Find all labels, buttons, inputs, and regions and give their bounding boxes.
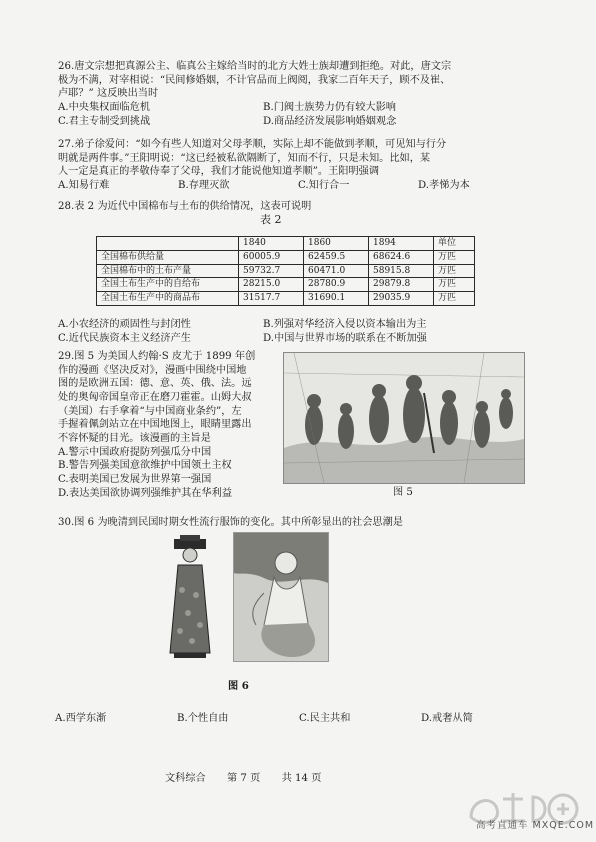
- option-c: C.民主共和: [299, 713, 351, 724]
- option-a: A.警示中国政府提防列强瓜分中国: [58, 446, 212, 458]
- table-cell: 万匹: [434, 278, 475, 292]
- options-row: [58, 179, 558, 193]
- table-cell: 万匹: [434, 264, 475, 278]
- table-cell: 31690.1: [304, 292, 369, 306]
- question-text-line: 极为不满，对宰相说：“民间修婚姻，不计官品而上阀阅，我家二百年天子，顾不及崔、: [58, 74, 451, 86]
- footer-total: 共 14 页: [281, 773, 322, 784]
- table-header-cell: 1860: [304, 237, 369, 251]
- options-row: [58, 115, 558, 129]
- figure-6-qing-dress-image: [160, 535, 220, 660]
- option-a: A.小农经济的顽固性与封闭性: [58, 319, 191, 330]
- question-28-options: [58, 318, 558, 345]
- option-d: D.孝悌为本: [418, 180, 470, 192]
- figure-5-caption: 图 5: [393, 487, 413, 498]
- option-b: B.门阀士族势力仍有较大影响: [263, 102, 396, 114]
- figure-6-caption: 图 6: [228, 680, 249, 692]
- option-a: A.知易行难: [58, 180, 110, 192]
- supply-table: [96, 236, 475, 306]
- question-text-line: 30.图 6 为晚清到民国时期女性流行服饰的变化。其中所彰显出的社会思潮是: [58, 517, 403, 528]
- question-text-line: 处的奥匈帝国皇帝正在磨刀霍霍。山姆大叔: [58, 392, 252, 404]
- question-30: [58, 516, 558, 530]
- table-cell: 29879.8: [369, 278, 434, 292]
- option-c: C.近代民族资本主义经济产生: [58, 332, 191, 344]
- options-row: [58, 318, 558, 332]
- table-header-cell: 1894: [369, 237, 434, 251]
- table-cell: 全国棉布供给量: [97, 250, 239, 264]
- table-cell: 68624.6: [369, 250, 434, 264]
- table-row: [97, 292, 475, 306]
- option-c: C.君主专制受到挑战: [58, 115, 151, 127]
- table-row: [97, 278, 475, 292]
- footer-page: 第 7 页: [227, 773, 261, 784]
- option-a: A.西学东渐: [55, 713, 107, 724]
- table-row: [97, 250, 475, 264]
- republic-dress-illustration: [234, 533, 328, 661]
- question-text-line: 卢耶？” 这反映出当时: [58, 88, 159, 100]
- question-text-line: 27.弟子徐爱问：“如今有些人知道对父母孝顺，实际上却不能做到孝顺，可见知与行分: [58, 139, 447, 150]
- option-a: A.中央集权面临危机: [58, 102, 151, 114]
- option-b: B.存理灭欲: [178, 180, 230, 192]
- figure-5-cartoon: [283, 352, 525, 484]
- table-cell: 万匹: [434, 250, 475, 264]
- cartoon-illustration: [284, 353, 524, 483]
- question-text-line: 人一定是真正的孝敬侍奉了父母，我们才能说他知道孝顺”。王阳明强调: [58, 166, 380, 178]
- table-cell: 全国棉布中的土布产量: [97, 264, 239, 278]
- question-text-line: 不容怀疑的目光。该漫画的主旨是: [58, 433, 211, 445]
- watermark-name: 高考直通车: [476, 820, 529, 831]
- table-row: [97, 264, 475, 278]
- option-b: B.列强对华经济入侵以资本输出为主: [263, 319, 427, 330]
- question-text-line: 明就是两件事。”王阳明说：“这已经被私欲隔断了，知而不行，只是未知。比如，某: [58, 152, 431, 164]
- footer-subject: 文科综合: [165, 773, 206, 784]
- option-c: C.表明美国已发展为世界第一强国: [58, 474, 212, 486]
- qing-dress-illustration: [160, 535, 220, 660]
- table-cell: 62459.5: [304, 250, 369, 264]
- table-cell: 59732.7: [239, 264, 304, 278]
- table-caption: 表 2: [260, 213, 282, 226]
- table-cell: 28780.9: [304, 278, 369, 292]
- question-28: [58, 200, 558, 214]
- table-cell: 60471.0: [304, 264, 369, 278]
- question-text-line: 26.唐文宗想把真源公主、临真公主嫁给当时的北方大姓士族却遭到拒绝。对此，唐文宗: [58, 61, 452, 72]
- options-row: [58, 332, 558, 346]
- table-cell: 31517.7: [239, 292, 304, 306]
- question-text-line: 29.图 5 为美国人约翰·S 皮尤于 1899 年创: [58, 351, 256, 362]
- table-cell: 万匹: [434, 292, 475, 306]
- question-29: [58, 350, 288, 500]
- question-text-line: （美国）右手拿着“与中国商业条约”，左: [58, 405, 242, 417]
- option-d: D.戒奢从简: [421, 713, 473, 724]
- option-d: D.中国与世界市场的联系在不断加强: [263, 332, 427, 344]
- page-footer: [165, 772, 339, 786]
- table-header-cell: [97, 237, 239, 251]
- table-cell: 60005.9: [239, 250, 304, 264]
- question-27: [58, 138, 558, 193]
- question-text-line: 28.表 2 为近代中国棉布与土布的供给情况，这表可说明: [58, 201, 312, 212]
- options-row: [55, 712, 555, 726]
- option-d: D.表达美国欲协调列强维护其在华利益: [58, 487, 233, 499]
- question-text-line: 作的漫画《坚决反对》，漫画中围绕中国地: [58, 364, 247, 376]
- option-b: B.警告列强美国意欲维护中国领土主权: [58, 460, 232, 472]
- option-d: D.商品经济发展影响婚姻观念: [263, 115, 397, 127]
- question-text-line: 图的是欧洲五国：德、意、英、俄、法。远: [58, 378, 252, 390]
- option-b: B.个性自由: [177, 713, 229, 724]
- table-cell: 全国土布生产中的商品布: [97, 292, 239, 306]
- table-header-cell: 1840: [239, 237, 304, 251]
- watermark-url: MXQE.COM: [532, 820, 595, 831]
- option-c: C.知行合一: [298, 180, 350, 192]
- table-header-row: [97, 237, 475, 251]
- options-row: [58, 101, 558, 115]
- table-cell: 全国土布生产中的自给布: [97, 278, 239, 292]
- watermark-text: [476, 820, 594, 833]
- table-cell: 29035.9: [369, 292, 434, 306]
- table-header-cell: 单位: [434, 237, 475, 251]
- table-cell: 28215.0: [239, 278, 304, 292]
- figure-6-republic-dress-photo: [233, 532, 329, 662]
- question-26: [58, 60, 558, 128]
- question-30-options: [55, 712, 555, 726]
- table-cell: 58915.8: [369, 264, 434, 278]
- question-text-line: 手握着佩剑站立在中国地图上，眼睛里露出: [58, 419, 252, 431]
